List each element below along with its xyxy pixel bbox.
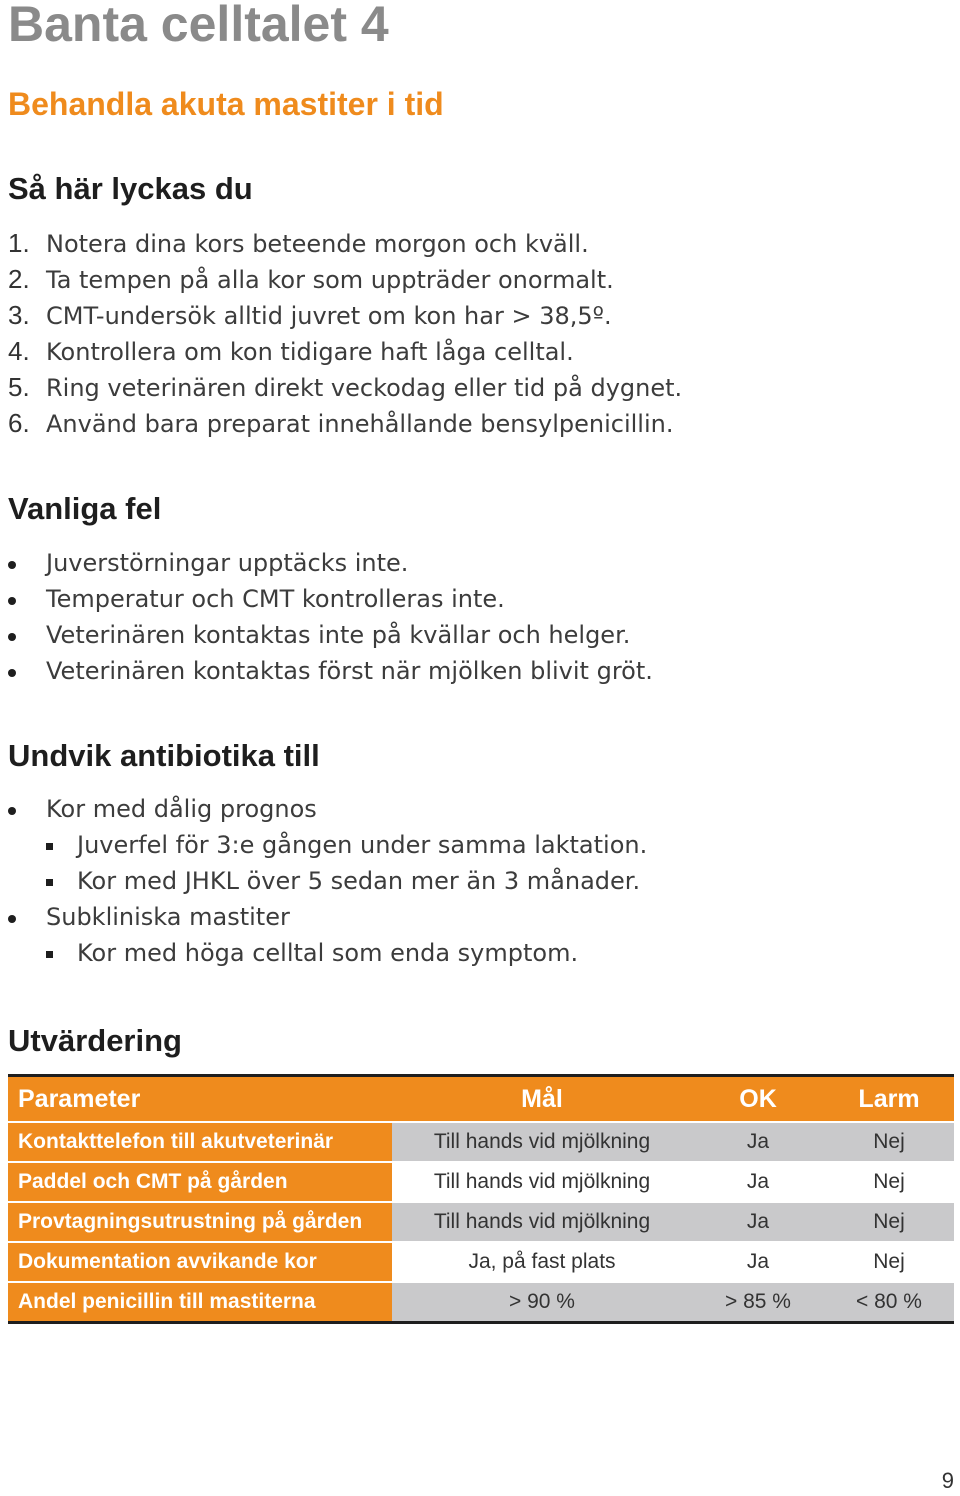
list-text: Kontrollera om kon tidigare haft låga celltal. xyxy=(46,338,574,366)
cell-goal: Till hands vid mjölkning xyxy=(392,1122,692,1162)
list-item xyxy=(8,226,589,261)
list-number: 6. xyxy=(8,408,30,438)
list-text: CMT-undersök alltid juvret om kon har > 38,5º. xyxy=(46,302,612,330)
list-item xyxy=(8,370,682,405)
sub-bullet-item: Kor med höga celltal som enda symptom. xyxy=(77,939,579,967)
bullet-item: Temperatur och CMT kontrolleras inte. xyxy=(46,585,505,613)
cell-goal: Till hands vid mjölkning xyxy=(392,1202,692,1242)
cell-goal: Till hands vid mjölkning xyxy=(392,1162,692,1202)
list-item xyxy=(8,406,673,441)
column-header-alarm: Larm xyxy=(824,1076,954,1123)
table-header-row xyxy=(8,1076,954,1123)
cell-alarm: Nej xyxy=(824,1162,954,1202)
cell-alarm: < 80 % xyxy=(824,1282,954,1323)
cell-goal: Ja, på fast plats xyxy=(392,1242,692,1282)
cell-alarm: Nej xyxy=(824,1202,954,1242)
list-item xyxy=(8,298,612,333)
list-number: 1. xyxy=(8,228,30,258)
square-bullet-icon xyxy=(46,951,53,958)
cell-ok: Ja xyxy=(692,1162,824,1202)
cell-parameter: Kontakttelefon till akutveterinär xyxy=(8,1122,392,1162)
bullet-item: Juverstörningar upptäcks inte. xyxy=(46,549,409,577)
bullet-icon xyxy=(8,633,16,641)
list-text: Notera dina kors beteende morgon och kväll. xyxy=(46,230,589,258)
sub-bullet-item: Kor med JHKL över 5 sedan mer än 3 månader. xyxy=(77,867,641,895)
list-text: Ring veterinären direkt veckodag eller tid på dygnet. xyxy=(46,374,683,402)
section-heading-success: Så här lyckas du xyxy=(8,171,253,206)
list-item xyxy=(8,262,614,297)
cell-parameter: Provtagningsutrustning på gården xyxy=(8,1202,392,1242)
cell-ok: > 85 % xyxy=(692,1282,824,1323)
bullet-icon xyxy=(8,807,16,815)
cell-alarm: Nej xyxy=(824,1242,954,1282)
table-row xyxy=(8,1122,954,1162)
table-row xyxy=(8,1282,954,1323)
table-row xyxy=(8,1202,954,1242)
evaluation-table xyxy=(8,1074,954,1324)
bullet-icon xyxy=(8,669,16,677)
table-row xyxy=(8,1242,954,1282)
cell-parameter: Andel penicillin till mastiterna xyxy=(8,1282,392,1323)
list-number: 5. xyxy=(8,372,30,402)
sub-bullet-item: Juverfel för 3:e gången under samma laktation. xyxy=(77,831,648,859)
cell-alarm: Nej xyxy=(824,1122,954,1162)
section-heading-mistakes: Vanliga fel xyxy=(8,491,162,526)
list-text: Använd bara preparat innehållande bensylpenicillin. xyxy=(46,410,674,438)
cell-goal: > 90 % xyxy=(392,1282,692,1323)
table-row xyxy=(8,1162,954,1202)
bullet-icon xyxy=(8,597,16,605)
list-text: Ta tempen på alla kor som uppträder onormalt. xyxy=(46,266,614,294)
square-bullet-icon xyxy=(46,879,53,886)
column-header-parameter: Parameter xyxy=(8,1076,392,1123)
bullet-item: Kor med dålig prognos xyxy=(46,795,317,823)
bullet-item: Veterinären kontaktas inte på kvällar och helger. xyxy=(46,621,631,649)
bullet-item: Veterinären kontaktas först när mjölken blivit gröt. xyxy=(46,657,653,685)
section-heading-avoid: Undvik antibiotika till xyxy=(8,738,320,773)
cell-ok: Ja xyxy=(692,1202,824,1242)
column-header-ok: OK xyxy=(692,1076,824,1123)
list-number: 4. xyxy=(8,336,30,366)
bullet-item: Subkliniska mastiter xyxy=(46,903,290,931)
page-subtitle: Behandla akuta mastiter i tid xyxy=(8,86,444,122)
bullet-icon xyxy=(8,915,16,923)
square-bullet-icon xyxy=(46,843,53,850)
page-title: Banta celltalet 4 xyxy=(8,0,389,52)
list-number: 2. xyxy=(8,264,30,294)
column-header-goal: Mål xyxy=(392,1076,692,1123)
section-heading-evaluation: Utvärdering xyxy=(8,1023,182,1058)
list-item xyxy=(8,334,574,369)
page-number: 9 xyxy=(941,1468,954,1493)
bullet-icon xyxy=(8,561,16,569)
list-number: 3. xyxy=(8,300,30,330)
cell-parameter: Paddel och CMT på gården xyxy=(8,1162,392,1202)
cell-parameter: Dokumentation avvikande kor xyxy=(8,1242,392,1282)
cell-ok: Ja xyxy=(692,1122,824,1162)
cell-ok: Ja xyxy=(692,1242,824,1282)
